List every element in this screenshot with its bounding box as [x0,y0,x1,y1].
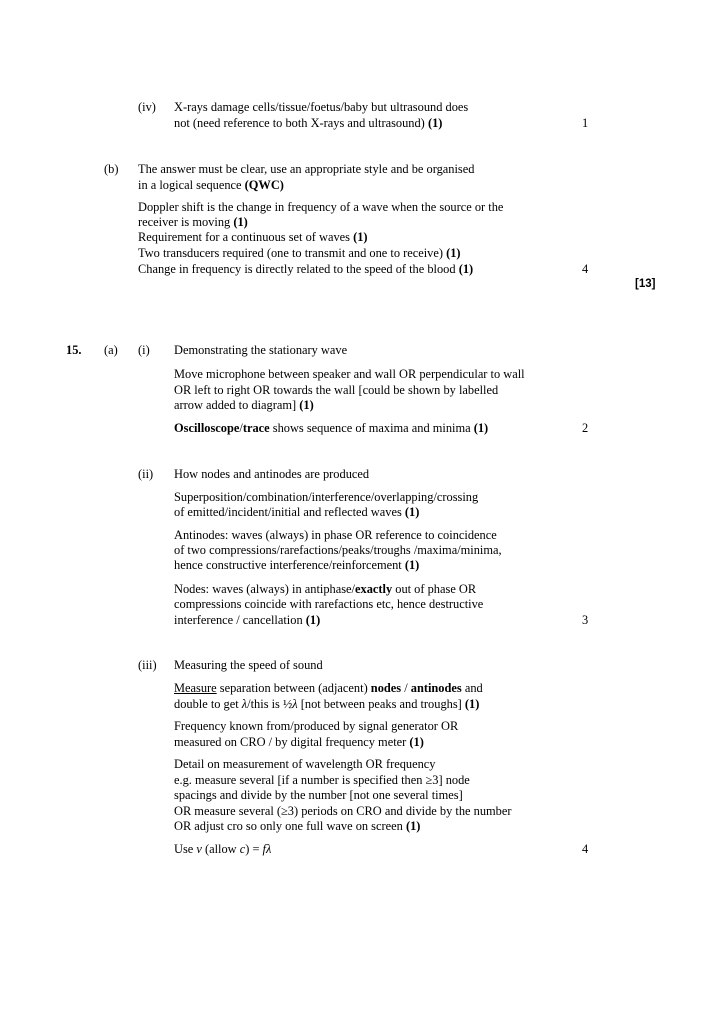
answer-line: in a logical sequence (QWC) [138,178,284,192]
answer-line: OR adjust cro so only one full wave on screen (1) [174,819,421,833]
answer-line: spacings and divide by the number [not one several times] [174,788,463,802]
answer-line: hence constructive interference/reinforcement (1) [174,558,420,572]
answer-line: Change in frequency is directly related to the speed of the blood (1) [138,262,474,276]
answer-line: Superposition/combination/interference/overlapping/crossing [174,490,479,504]
answer-line: Antinodes: waves (always) in phase OR reference to coincidence [174,528,497,542]
mark-indicator: (1) [405,819,421,833]
answer-line: measured on CRO / by digital frequency meter (1) [174,735,424,749]
mark-indicator: (1) [404,558,420,572]
answer-line: OR left to right OR towards the wall [could be shown by labelled [174,383,499,397]
answer-line: of emitted/incident/initial and reflected waves (1) [174,505,420,519]
part-label-b: (b) [104,162,119,176]
answer-line: Nodes: waves (always) in antiphase/exactly out of phase OR [174,582,477,596]
mark-indicator: (1) [353,230,368,244]
answer-line: compressions coincide with rarefactions etc, hence destructive [174,597,484,611]
answer-line: Measure separation between (adjacent) nodes / antinodes and [174,681,483,695]
answer-line: arrow added to diagram] (1) [174,398,314,412]
question-number: 15. [66,343,82,357]
mark-indicator: (1) [464,697,480,711]
section-heading: Measuring the speed of sound [174,658,323,672]
marks-value: 2 [582,421,589,435]
answer-line: receiver is moving (1) [138,215,248,229]
answer-line: e.g. measure several [if a number is specified then ≥3] node [174,773,470,787]
section-heading: Demonstrating the stationary wave [174,343,348,357]
mark-indicator: (1) [299,398,314,412]
answer-line: Move microphone between speaker and wall OR perpendicular to wall [174,367,525,381]
part-label-iv: (iv) [138,100,156,114]
answer-line: OR measure several (≥3) periods on CRO and divide by the number [174,804,512,818]
answer-line: not (need reference to both X-rays and ultrasound) (1) [174,116,443,130]
mark-indicator: (1) [305,613,321,627]
answer-line: The answer must be clear, use an appropriate style and be organised [138,162,475,176]
answer-line: X-rays damage cells/tissue/foetus/baby but ultrasound does [174,100,469,114]
mark-indicator: (1) [404,505,420,519]
part-label-ii: (ii) [138,467,154,481]
marks-value: 3 [582,613,589,627]
answer-line: double to get λ/this is ½λ [not between peaks and troughs] (1) [174,697,480,711]
part-label-i: (i) [138,343,150,357]
part-label-a: (a) [104,343,118,357]
mark-indicator: (1) [473,421,489,435]
answer-line: Doppler shift is the change in frequency of a wave when the source or the [138,200,504,214]
answer-line: Detail on measurement of wavelength OR frequency [174,757,436,771]
section-heading: How nodes and antinodes are produced [174,467,370,481]
formula-line: Use v (allow c) = fλ [174,842,272,856]
mark-indicator: (1) [458,262,474,276]
question-total: [13] [635,278,656,290]
mark-indicator: (1) [233,215,248,229]
mark-indicator: (1) [409,735,424,749]
answer-line: Requirement for a continuous set of waves (1) [138,230,368,244]
answer-line: of two compressions/rarefactions/peaks/troughs /maxima/minima, [174,543,502,557]
answer-line: Oscilloscope/trace shows sequence of maxima and minima (1) [174,421,489,435]
answer-line: interference / cancellation (1) [174,613,321,627]
mark-indicator: (1) [427,116,443,130]
marks-value: 4 [582,842,589,856]
part-label-iii: (iii) [138,658,157,672]
marks-value: 1 [582,116,589,130]
qwc-indicator: (QWC) [244,178,284,192]
answer-line: Two transducers required (one to transmit and one to receive) (1) [138,246,461,260]
marks-value: 4 [582,262,589,276]
mark-indicator: (1) [446,246,461,260]
answer-line: Frequency known from/produced by signal generator OR [174,719,459,733]
